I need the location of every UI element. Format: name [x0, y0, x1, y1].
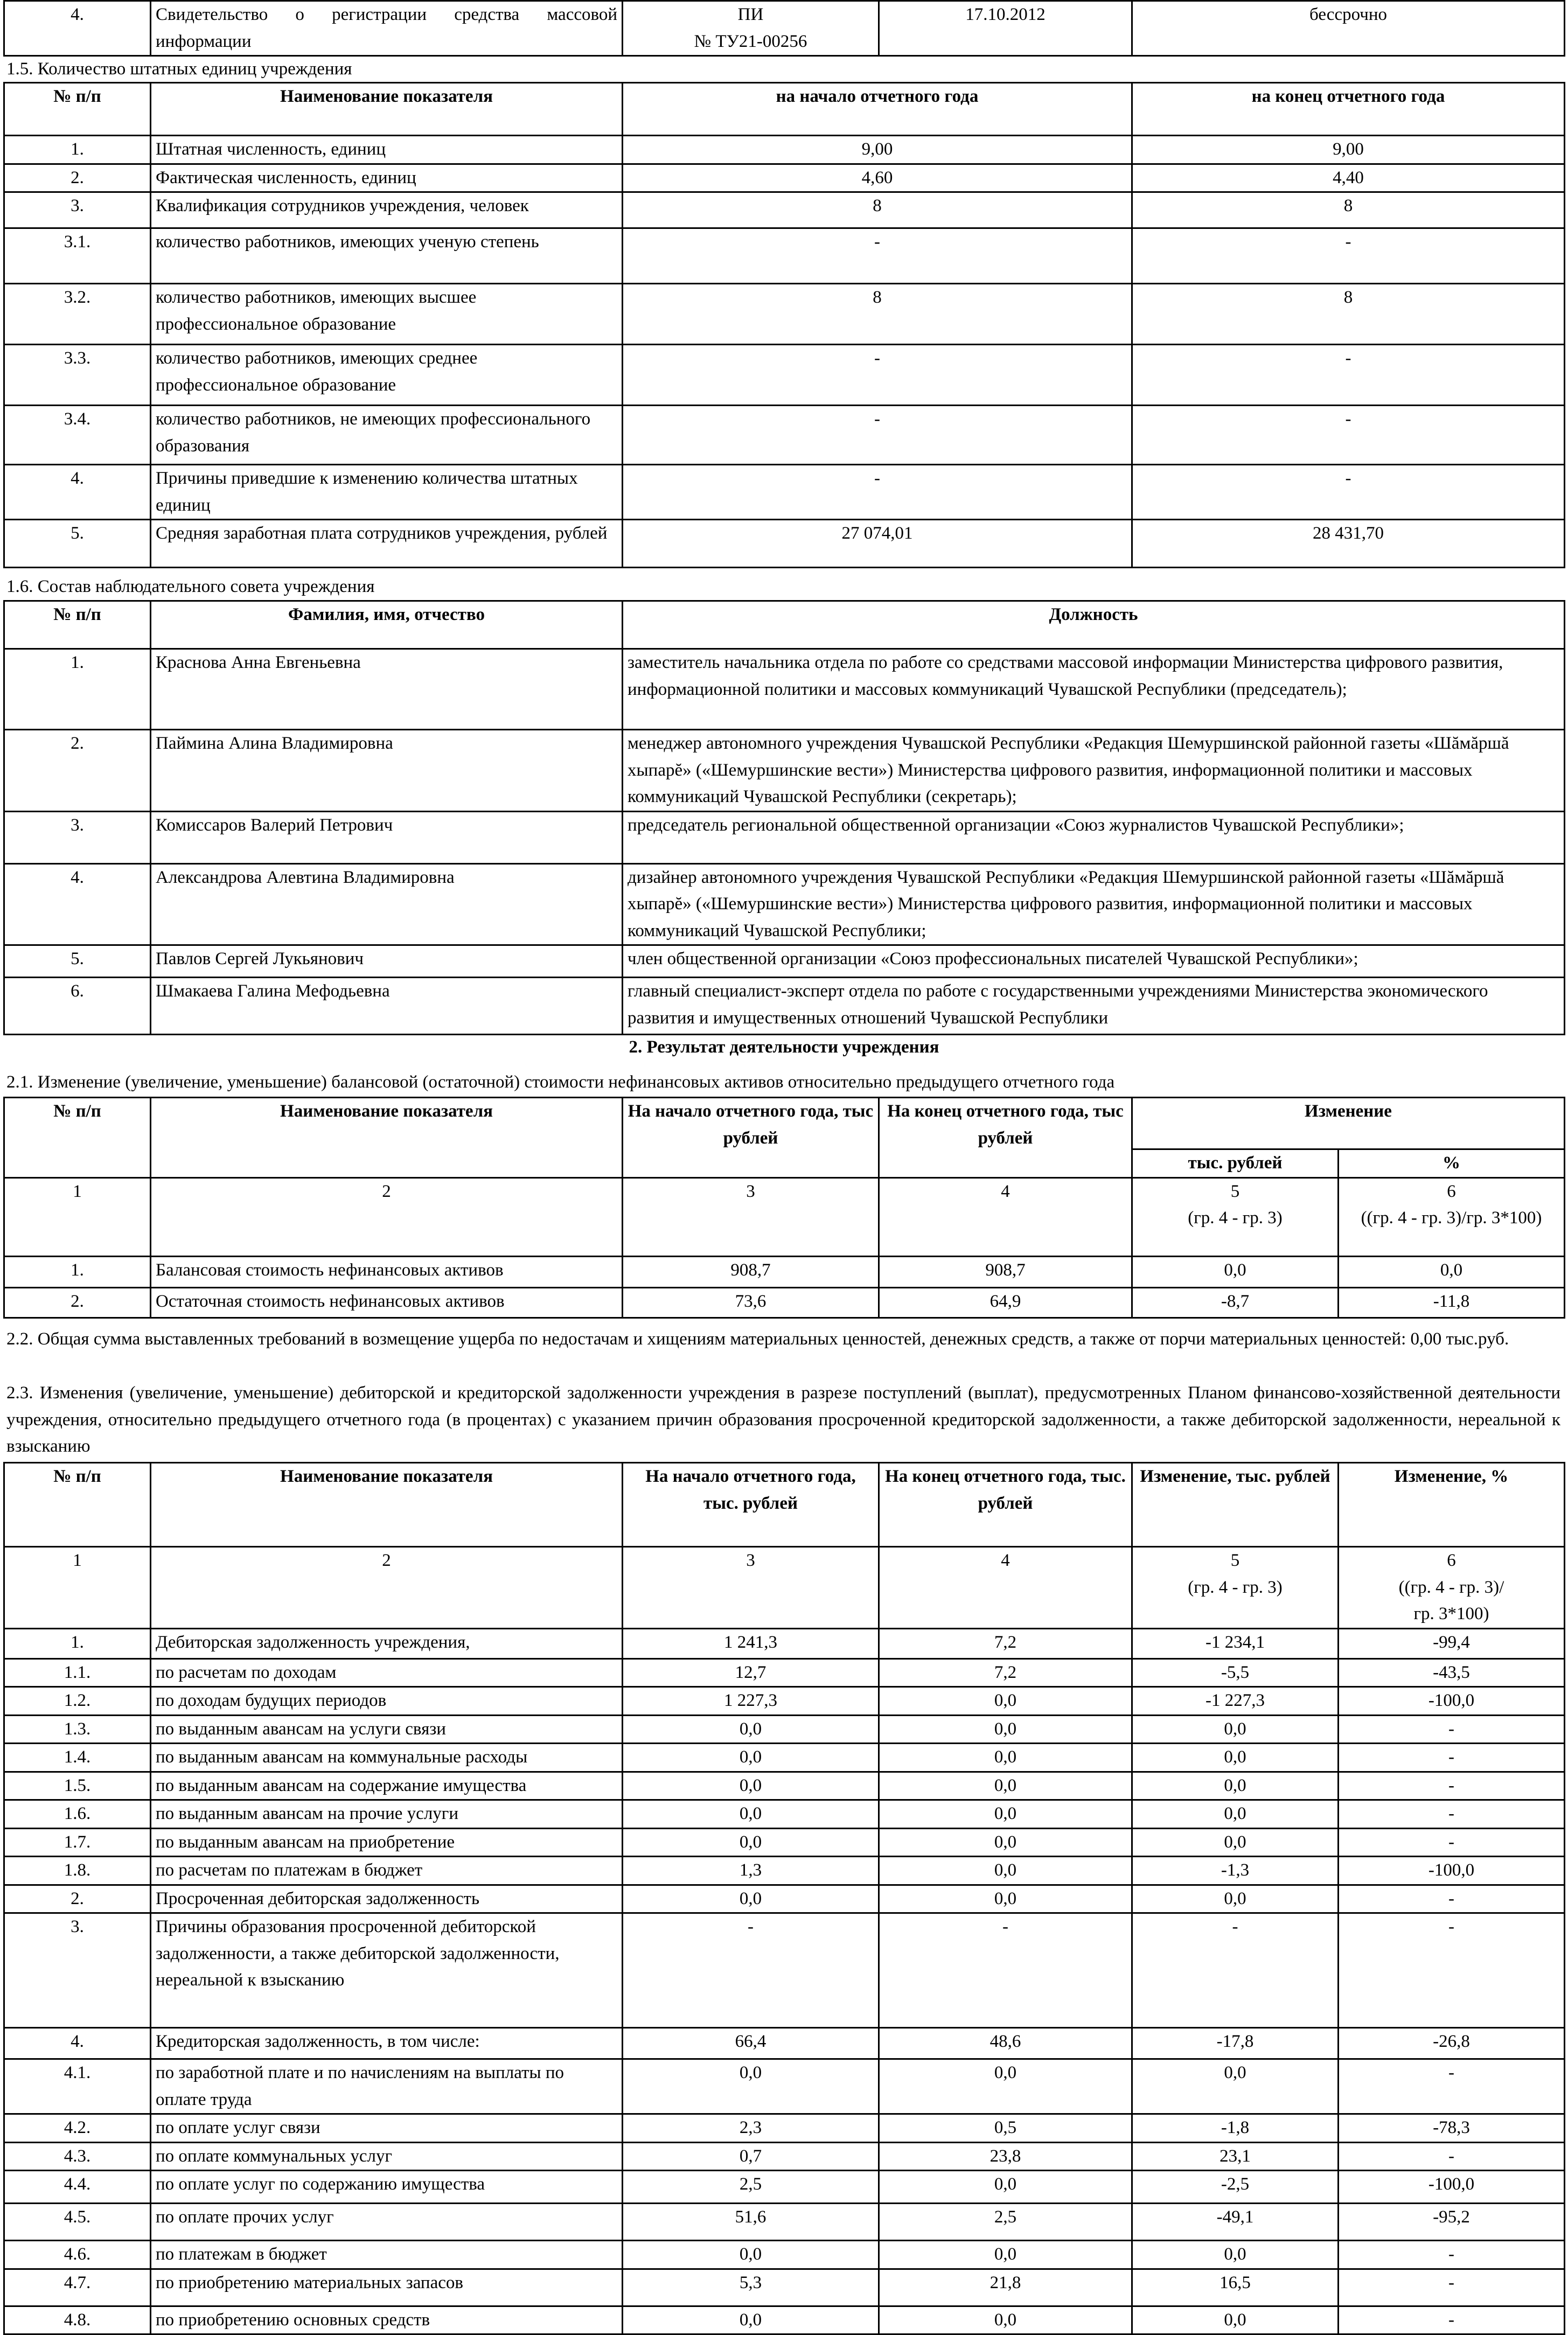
table-row: 4.6. по платежам в бюджет 0,0 0,0 0,0 -	[4, 2241, 1565, 2269]
staff-table	[3, 82, 1565, 568]
assets-header-change-pct: %	[1339, 1149, 1565, 1178]
table-row: 4.5. по оплате прочих услуг 51,6 2,5 -49,1 -95,2	[4, 2204, 1565, 2241]
table-row: 1.5. по выданным авансам на содержание имущества 0,0 0,0 0,0 -	[4, 1772, 1565, 1800]
table-row: 1.1. по расчетам по доходам 12,7 7,2 -5,5 -43,5	[4, 1658, 1565, 1687]
board-header-row	[4, 601, 1565, 649]
table-row: 3.2. количество работников, имеющих высшее профессиональное образование 8 8	[4, 284, 1565, 345]
debts-header-row	[4, 1463, 1565, 1547]
table-row: 4.1. по заработной плате и по начислениям на выплаты по оплате труда 0,0 0,0 0,0 -	[4, 2059, 1565, 2114]
staff-caption: 1.5. Количество штатных единиц учреждения	[6, 59, 352, 79]
table-row: 4.2. по оплате услуг связи 2,3 0,5 -1,8 -78,3	[4, 2114, 1565, 2143]
registration-row	[4, 1, 1565, 56]
board-table	[3, 600, 1565, 1035]
table-row: 3.1. количество работников, имеющих ученую степень - -	[4, 228, 1565, 284]
table-row: 1. Балансовая стоимость нефинансовых активов 908,7 908,7 0,0 0,0	[4, 1256, 1565, 1287]
reg-name: Свидетельство о регистрации средства массовой информации	[151, 1, 623, 56]
reg-number: № ТУ21-00256	[694, 31, 807, 51]
table-row: 3.4. количество работников, не имеющих профессионального образования - -	[4, 406, 1565, 465]
board-header-num: № п/п	[4, 601, 151, 649]
debts-header-name: Наименование показателя	[151, 1463, 623, 1547]
assets-table	[3, 1097, 1565, 1319]
reg-type-number	[623, 1, 879, 56]
staff-header-end: на конец отчетного года	[1132, 83, 1565, 136]
table-row: 3. Квалификация сотрудников учреждения, человек 8 8	[4, 192, 1565, 228]
staff-header-num: № п/п	[4, 83, 151, 136]
table-row: 1.3. по выданным авансам на услуги связи 0,0 0,0 0,0 -	[4, 1715, 1565, 1744]
table-row: 6. Шмакаева Галина Мефодьевна главный специалист-эксперт отдела по работе с государственными учреждениями Министерства экономического развития и имущественных отношений Чувашской Республики	[4, 978, 1565, 1035]
table-row: 1.6. по выданным авансам на прочие услуги 0,0 0,0 0,0 -	[4, 1800, 1565, 1829]
table-row: 1.2. по доходам будущих периодов 1 227,3 0,0 -1 227,3 -100,0	[4, 1687, 1565, 1716]
assets-header-num: № п/п	[4, 1098, 151, 1178]
table-row: 1.7. по выданным авансам на приобретение 0,0 0,0 0,0 -	[4, 1828, 1565, 1857]
debts-header-num: № п/п	[4, 1463, 151, 1547]
reg-type: ПИ	[737, 5, 764, 24]
table-row: 1.4. по выданным авансам на коммунальные расходы 0,0 0,0 0,0 -	[4, 1744, 1565, 1772]
staff-header-row	[4, 83, 1565, 136]
table-row: 2. Паймина Алина Владимировна менеджер автономного учреждения Чувашской Республики «Редакция Шемуршинской районной газеты «Шăмăршă хыпарĕ» («Шемуршинские вести») Министерства цифрового развития, информационной политики и массовых коммуникаций Чувашской Республики (секретарь);	[4, 730, 1565, 812]
table-row: 1. Дебиторская задолженность учреждения, 1 241,3 7,2 -1 234,1 -99,4	[4, 1628, 1565, 1658]
reg-date: 17.10.2012	[879, 1, 1132, 56]
board-caption: 1.6. Состав наблюдательного совета учреждения	[6, 577, 375, 596]
board-header-name: Фамилия, имя, отчество	[151, 601, 623, 649]
assets-header-end: На конец отчетного года, тыс рублей	[879, 1098, 1132, 1178]
debts-header-abs: Изменение, тыс. рублей	[1132, 1463, 1339, 1547]
table-row: 2. Фактическая численность, единиц 4,60 4,40	[4, 164, 1565, 192]
staff-header-start: на начало отчетного года	[623, 83, 1132, 136]
paragraph-2-2: 2.2. Общая сумма выставленных требований в возмещение ущерба по недостачам и хищениям материальных ценностей, денежных средств, а также от порчи материальных ценностей: 0,00 тыс.руб.	[6, 1329, 1509, 1349]
assets-header-start: На начало отчетного года, тыс рублей	[623, 1098, 879, 1178]
paragraph-2-3: 2.3. Изменения (увеличение, уменьшение) дебиторской и кредиторской задолженности учреждения в разрезе поступлений (выплат), предусмотренных Планом финансово-хозяйственной деятельности учреждения, относительно предыдущего отчетного года (в процентах) с указанием причин образования просроченной кредиторской задолженности, а также дебиторской задолженности, нереальной к взысканию	[6, 1383, 1560, 1456]
table-row: 5. Павлов Сергей Лукьянович член общественной организации «Союз профессиональных писателей Чувашской Республики»;	[4, 945, 1565, 978]
table-row: 4.4. по оплате услуг по содержанию имущества 2,5 0,0 -2,5 -100,0	[4, 2171, 1565, 2204]
table-row: 4. Александрова Алевтина Владимировна дизайнер автономного учреждения Чувашской Республики «Редакция Шемуршинской районной газеты «Шăмăршă хыпарĕ» («Шемуршинские вести») Министерства цифрового развития, информационной политики и массовых коммуникаций Чувашской Республики;	[4, 863, 1565, 945]
table-row: 2. Просроченная дебиторская задолженность 0,0 0,0 0,0 -	[4, 1885, 1565, 1913]
table-row: 4.8. по приобретению основных средств 0,0 0,0 0,0 -	[4, 2306, 1565, 2334]
table-row: 4. Кредиторская задолженность, в том числе: 66,4 48,6 -17,8 -26,8	[4, 2028, 1565, 2059]
debts-index-row: 1 2 3 4 5 (гр. 4 - гр. 3) 6 ((гр. 4 - гр. 3)/ гр. 3*100)	[4, 1547, 1565, 1629]
table-row: 4.7. по приобретению материальных запасов 5,3 21,8 16,5 -	[4, 2269, 1565, 2306]
debts-header-end: На конец отчетного года, тыс. рублей	[879, 1463, 1132, 1547]
table-row: 4. Причины приведшие к изменению количества штатных единиц - -	[4, 465, 1565, 520]
assets-header-change: Изменение	[1132, 1098, 1565, 1149]
table-row: 3. Причины образования просроченной дебиторской задолженности, а также дебиторской задолженности, нереальной к взысканию - - - -	[4, 1913, 1565, 2028]
debts-header-pct: Изменение, %	[1339, 1463, 1565, 1547]
debts-header-start: На начало отчетного года, тыс. рублей	[623, 1463, 879, 1547]
table-row: 3.3. количество работников, имеющих среднее профессиональное образование - -	[4, 345, 1565, 406]
reg-term: бессрочно	[1132, 1, 1565, 56]
assets-header-name: Наименование показателя	[151, 1098, 623, 1178]
table-row: 5. Средняя заработная плата сотрудников учреждения, рублей 27 074,01 28 431,70	[4, 520, 1565, 568]
assets-caption: 2.1. Изменение (увеличение, уменьшение) балансовой (остаточной) стоимости нефинансовых активов относительно предыдущего отчетного года	[6, 1072, 1115, 1092]
table-row: 2. Остаточная стоимость нефинансовых активов 73,6 64,9 -8,7 -11,8	[4, 1287, 1565, 1318]
assets-header-change-abs: тыс. рублей	[1132, 1149, 1339, 1178]
table-row: 1. Штатная численность, единиц 9,00 9,00	[4, 136, 1565, 164]
table-row: 1.8. по расчетам по платежам в бюджет 1,3 0,0 -1,3 -100,0	[4, 1857, 1565, 1885]
board-header-position: Должность	[623, 601, 1565, 649]
debts-table	[3, 1462, 1565, 2335]
table-row: 3. Комиссаров Валерий Петрович председатель региональной общественной организации «Союз журналистов Чувашской Республики»;	[4, 811, 1565, 863]
assets-header-row	[4, 1098, 1565, 1149]
table-row: 4.3. по оплате коммунальных услуг 0,7 23,8 23,1 -	[4, 2142, 1565, 2171]
reg-num: 4.	[4, 1, 151, 56]
registration-table	[3, 0, 1565, 57]
staff-header-name: Наименование показателя	[151, 83, 623, 136]
section-2-title: 2. Результат деятельности учреждения	[629, 1037, 939, 1057]
table-row: 1. Краснова Анна Евгеньевна заместитель начальника отдела по работе со средствами массовой информации Министерства цифрового развития, информационной политики и массовых коммуникаций Чувашской Республики (председатель);	[4, 649, 1565, 730]
assets-index-row: 1 2 3 4 5 (гр. 4 - гр. 3) 6 ((гр. 4 - гр. 3)/гр. 3*100)	[4, 1177, 1565, 1256]
